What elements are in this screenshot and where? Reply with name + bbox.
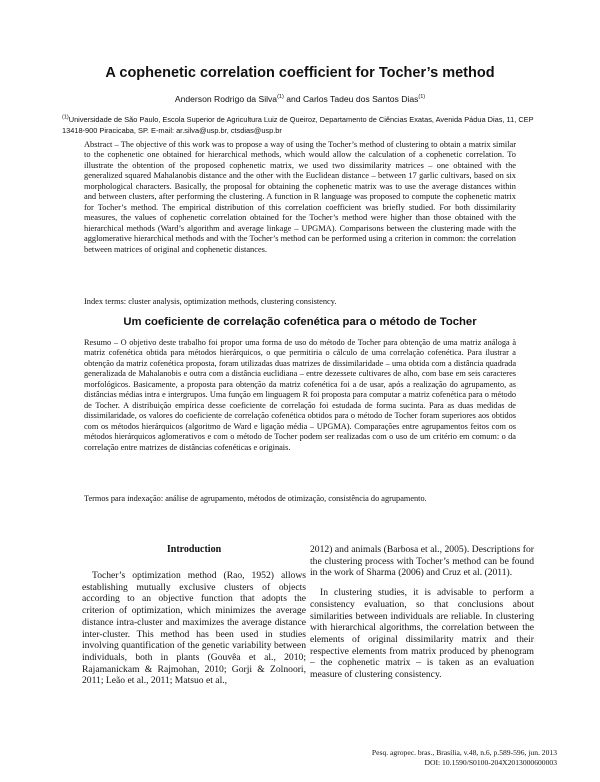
section-heading-introduction: Introduction bbox=[166, 544, 222, 555]
affiliation-text: Universidade de São Paulo, Escola Superior de Agricultura Luiz de Queiroz, Departamento de Ciências Exatas, Avenida Pádua Dias, 11, CEP 13418-900 Piracicaba, SP. E-mail: ar.silva@usp.br, ctsdias@usp.br bbox=[62, 115, 534, 135]
termos-indexacao: Termos para indexação: análise de agrupamento, métodos de otimização, consistência do agrupamento. bbox=[84, 494, 427, 503]
body-paragraph: In clustering studies, it is advisable to perform a consistency evaluation, so that conclusions about similarities between individuals are reliable. In clustering with hierarchical algorithms, the correlation between the elements of original dissimilarity matrix and their respective elements from matrix produced by phenogram – the cophenetic matrix – is taken as an evaluation measure of clustering consistency. bbox=[310, 587, 534, 681]
page-footer bbox=[372, 748, 557, 768]
affiliation bbox=[62, 115, 552, 136]
abstract-paragraph: Abstract – The objective of this work was to propose a way of using the Tocher’s method of clustering to obtain a matrix similar to the cophenetic one obtained for hierarchical methods, which would allow the calculation of a cophenetic correlation. To illustrate the obtention of the proposed cophenetic matrix, we used two dissimilarity matrices – one obtained with the generalized squared Mahalanobis distance and the other with the Euclidean distance – between 17 garlic cultivars, based on six morphological characters. Basically, the proposal for obtaining the cophenetic matrix was to use the average distances within and between clusters, after performing the clustering. A function in R language was proposed to compute the cophenetic matrix for Tocher’s method. The empirical distribution of this correlation coefficient was briefly studied. For both dissimilarity measures, the values of cophenetic correlation obtained for the Tocher’s method were higher than those obtained with the hierarchical methods (Ward’s algorithm and average linkage – UPGMA). Comparisons between the clustering made with the agglomerative hierarchical methods and with the Tocher’s method can be performed using a criterion in common: the correlation between matrices of original and cophenetic distances. bbox=[84, 140, 516, 254]
author-name: Carlos Tadeu dos Santos Dias bbox=[302, 94, 419, 104]
portuguese-title: Um coeficiente de correlação cofenética para o método de Tocher bbox=[123, 316, 477, 328]
author-name: Anderson Rodrigo da Silva bbox=[174, 94, 278, 104]
doi-line: DOI: 10.1590/S0100-204X2013000600003 bbox=[424, 757, 557, 767]
body-column-left bbox=[82, 544, 306, 687]
body-column-right bbox=[310, 544, 534, 681]
affiliation-superscript: (1) bbox=[62, 114, 69, 121]
author-joiner: and bbox=[283, 94, 303, 104]
index-terms: Index terms: cluster analysis, optimization methods, clustering consistency. bbox=[84, 297, 337, 306]
journal-citation: Pesq. agropec. bras., Brasília, v.48, n.6, p.589-596, jun. 2013 bbox=[371, 748, 557, 757]
resumo-paragraph: Resumo – O objetivo deste trabalho foi propor uma forma de uso do método de Tocher para obtenção de uma matriz análoga à matriz cofenética obtida para métodos hierárquicos, o que permitiria o cálculo de uma correlação cofenética. Para ilustrar a obtenção da matriz cofenética proposta, foram utilizadas duas matrizes de dissimilaridade – uma obtida com a distância quadrada generalizada de Mahalanobis e outra com a distância euclidiana – entre dezessete cultivares de alho, com base em seis caracteres morfológicos. Basicamente, a proposta para obtenção da matriz cofenética foi a de usar, após a realização do agrupamento, as distâncias médias intra e intergrupos. Uma função em linguagem R foi proposta para computar a matriz cofenética para o método de Tocher. A distribuição empírica desse coeficiente de correlação foi estudada de forma sucinta. Para as duas medidas de dissimilaridade, os valores do coeficiente de correlação cofenética obtidos para o método de Tocher foram superiores aos obtidos com os métodos hierárquicos (algoritmo de Ward e ligação média – UPGMA). Comparações entre agrupamentos feitos com os métodos hierárquicos aglomerativos e com o método de Tocher podem ser realizadas com o uso de um critério em comum: o da correlação entre matrizes de distâncias cofenéticas e originais. bbox=[84, 338, 516, 452]
author-line bbox=[40, 94, 560, 105]
body-paragraph: 2012) and animals (Barbosa et al., 2005). Descriptions for the clustering process with Tocher’s method can be found in the work of Sharma (2006) and Cruz et al. (2011). bbox=[310, 544, 534, 579]
author-superscript: (1) bbox=[418, 94, 426, 101]
author-superscript: (1) bbox=[277, 94, 284, 101]
paper-title: A cophenetic correlation coefficient for Tocher’s method bbox=[105, 65, 495, 81]
body-paragraph: Tocher’s optimization method (Rao, 1952) allows establishing mutually exclusive clusters of objects according to an objective function that adopts the criterion of optimization, which minimizes the average distance intra-cluster and maximizes the average distance inter-cluster. This method has been used in studies involving quantification of the genetic variability between individuals, both in plants (Gouvêa et al., 2010; Rajamanickam & Rajmohan, 2010; Gorji & Zolnoori, 2011; Leão et al., 2011; Matsuo et al., bbox=[82, 570, 306, 687]
